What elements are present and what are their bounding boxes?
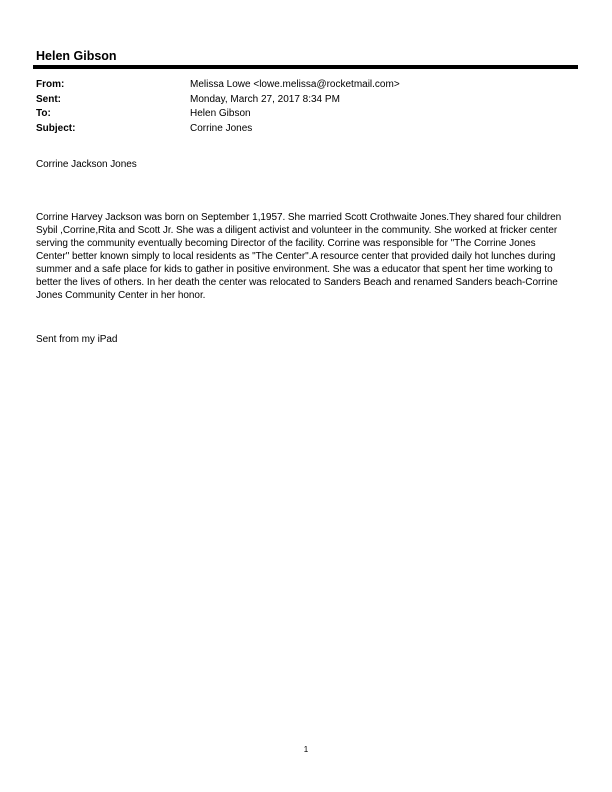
mailbox-owner-name: Helen Gibson <box>36 49 117 63</box>
email-header <box>36 78 576 136</box>
paragraph-line: Center" better known simply to local residents as "The Center".A resource center that provided daily hot lunches during <box>36 251 556 262</box>
paragraph-line: Corrine Harvey Jackson was born on September 1,1957. She married Scott Crothwaite Jones.They shared four children <box>36 212 562 223</box>
page-number: 1 <box>303 745 309 754</box>
sent-value: Monday, March 27, 2017 8:34 PM <box>190 93 340 105</box>
header-row-subject <box>36 122 576 137</box>
body-title-line: Corrine Jackson Jones <box>36 159 137 170</box>
to-value: Helen Gibson <box>190 108 251 119</box>
from-value: Melissa Lowe <lowe.melissa@rocketmail.com> <box>190 79 400 90</box>
to-label: To: <box>36 108 51 119</box>
paragraph-line: serving the community eventually becoming Director of the facility. Corrine was responsible for "The Corrine Jones <box>36 238 536 249</box>
paragraph-line: Sybil ,Corrine,Rita and Scott Jr. She was a diligent activist and volunteer in the community. She worked at fricker center <box>36 225 558 236</box>
header-row-sent <box>36 93 576 108</box>
paragraph-line: better the lives of others. In her death the center was relocated to Sanders Beach and renamed Sanders beach-Corrine <box>36 277 558 288</box>
paragraph-line: Jones Community Center in her honor. <box>36 290 206 301</box>
paragraph-line: summer and a safe place for kids to gather in positive environment. She was a educator that spent her time working to <box>36 264 553 275</box>
header-row-from <box>36 78 576 93</box>
header-divider <box>33 65 578 69</box>
email-signature: Sent from my iPad <box>36 334 118 345</box>
sent-label: Sent: <box>36 93 61 105</box>
header-row-to <box>36 107 576 122</box>
body-paragraph <box>36 211 576 302</box>
subject-label: Subject: <box>36 122 76 134</box>
from-label: From: <box>36 79 65 90</box>
subject-value: Corrine Jones <box>190 122 253 134</box>
